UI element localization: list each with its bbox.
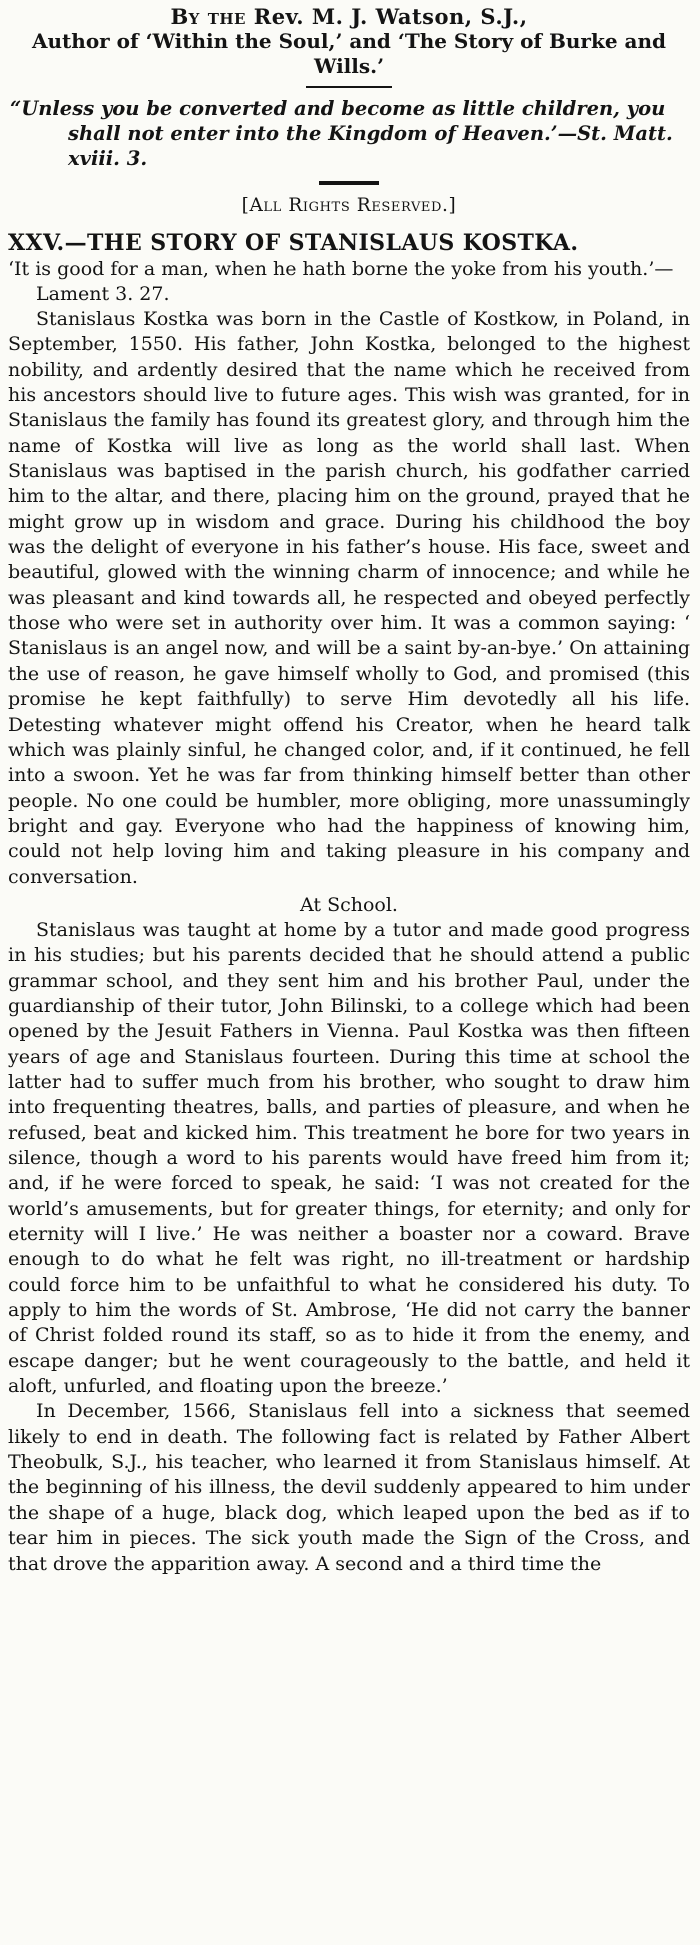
divider-ornament: [319, 181, 379, 185]
body-paragraph: Stanislaus Kostka was born in the Castle of Kostkow, in Poland, in September, 1550. His father, John Kostka, belonged to the highest nobility, and ardently desired that the name which he received from his ancestors should live to future ages. This wish was granted, for in Stanislaus the family has found its greatest glory, and through him the name of Kostka will live as long as the world shall last. When Stanislaus was baptised in the parish church, his godfather carried him to the altar, and there, placing him on the ground, prayed that he might grow up in wisdom and grace. During his childhood the boy was the delight of everyone in his father’s house. His face, sweet and beautiful, glowed with the winning charm of innocence; and while he was pleasant and kind towards all, he respected and obeyed perfectly those who were set in authority over him. It was a common saying: ‘ Stanislaus is an angel now, and will be a saint by-an-bye.’ On attaining the use of reason, he gave himself wholly to God, and promised (this promise he kept faithfully) to serve Him devotedly all his life. Detesting whatever might offend his Creator, when he heard talk which was plainly sinful, he changed color, and, if it continued, he fell into a swoon. Yet he was far from thinking himself better than other people. No one could be humbler, more obliging, more unassumingly bright and gay. Everyone who had the happiness of knowing him, could not help loving him and taking pleasure in his company and conversation.: [8, 308, 690, 888]
section-heading: At School.: [300, 893, 398, 916]
epigraph: “Unless you be converted and become as little children, you shall not enter into the Kingdom of Heaven.’—St. Matt. xviii. 3.: [10, 97, 673, 170]
author-credit: Author of ‘Within the Soul,’ and ‘The Story of Burke and Wills.’: [32, 29, 666, 78]
byline-author-name: Rev. M. J. Watson, S.J.,: [253, 4, 528, 29]
byline-prefix: By the: [170, 4, 246, 29]
body-paragraph: In December, 1566, Stanislaus fell into a sickness that seemed likely to end in death. The following fact is related by Father Albert Theobulk, S.J., his teacher, who learned it from Stanislaus himself. At the beginning of his illness, the devil suddenly appeared to him under the shape of a huge, black dog, which leaped upon the bed as if to tear him in pieces. The sick youth made the Sign of the Cross, and that drove the apparition away. A second and a third time the: [8, 1400, 690, 1575]
byline: [8, 4, 690, 29]
body-paragraph: Stanislaus was taught at home by a tutor and made good progress in his studies; but his parents decided that he should attend a public grammar school, and they sent him and his brother Paul, under the guardianship of their tutor, John Bilinski, to a college which had been opened by the Jesuit Fathers in Vienna. Paul Kostka was then fifteen years of age and Stanislaus fourteen. During this time at school the latter had to suffer much from his brother, who sought to draw him into frequenting theatres, balls, and parties of pleasure, and when he refused, beat and kicked him. This treatment he bore for two years in silence, though a word to his parents would have freed him from it; and, if he were forced to speak, he said: ‘I was not created for the world’s amusements, but for greater things, for eternity; and only for eternity will I live.’ He was neither a boaster nor a coward. Brave enough to do what he felt was right, no ill-treatment or hardship could force him to be unfaithful to what he considered his duty. To apply to him the words of St. Ambrose, ‘He did not carry the banner of Christ folded round its staff, so as to hide it from the enemy, and escape danger; but he went courageously to the battle, and held it aloft, unfurled, and floating upon the breeze.’: [8, 918, 690, 1398]
chapter-quote: ‘It is good for a man, when he hath borne the yoke from his youth.’—Lament 3. 27.: [8, 258, 674, 305]
chapter-title: XXV.—THE STORY OF STANISLAUS KOSTKA.: [8, 230, 579, 256]
divider-rule: [306, 86, 392, 88]
rights-notice: [All Rights Reserved.]: [241, 195, 457, 216]
